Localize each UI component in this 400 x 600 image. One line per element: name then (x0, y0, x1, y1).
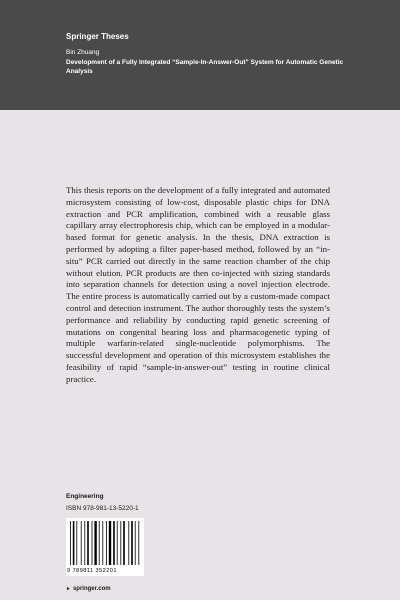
barcode-bars (66, 518, 144, 568)
isbn-barcode (66, 518, 144, 576)
author-name: Bin Zhuang (66, 49, 100, 56)
cover-header-band (0, 0, 400, 110)
series-name: Springer Theses (66, 32, 129, 41)
website-label: springer.com (72, 586, 111, 592)
barcode-number: 9 789811 352201 (67, 568, 117, 574)
publisher-website[interactable] (66, 586, 111, 592)
subject-label: Engineering (66, 493, 104, 500)
arrow-icon: ► (66, 586, 71, 592)
book-title: Development of a Fully Integrated “Sample-In-Answer-Out” System for Automatic Genetic Analysis (66, 59, 344, 75)
isbn-text: ISBN 978-981-13-5220-1 (66, 505, 139, 512)
abstract-text: This thesis reports on the development of a fully integrated and automated microsystem consisting of low-cost, disposable plastic chips for DNA extraction and PCR amplification, combined with a reusable glass capillary array electrophoresis chip, which can be employed in a modular-based format for genetic analysis. In the thesis, DNA extraction is performed by adopting a filter paper-based method, followed by an “in-situ” PCR carried out directly in the same reaction chamber of the chip without elution. PCR products are then co-injected with sizing standards into separation channels for detection using a novel injection electrode. The entire process is automatically carried out by a custom-made compact control and detection instrument. The author thoroughly tests the system’s performance and reliability by conducting rapid genetic screening of mutations on congenital hearing loss and pharmacogenetic typing of multiple warfarin-related single-nucleotide polymorphisms. The successful development and operation of this microsystem establishes the feasibility of rapid “sample-in-answer-out” testing in routine clinical practice. (66, 185, 330, 384)
